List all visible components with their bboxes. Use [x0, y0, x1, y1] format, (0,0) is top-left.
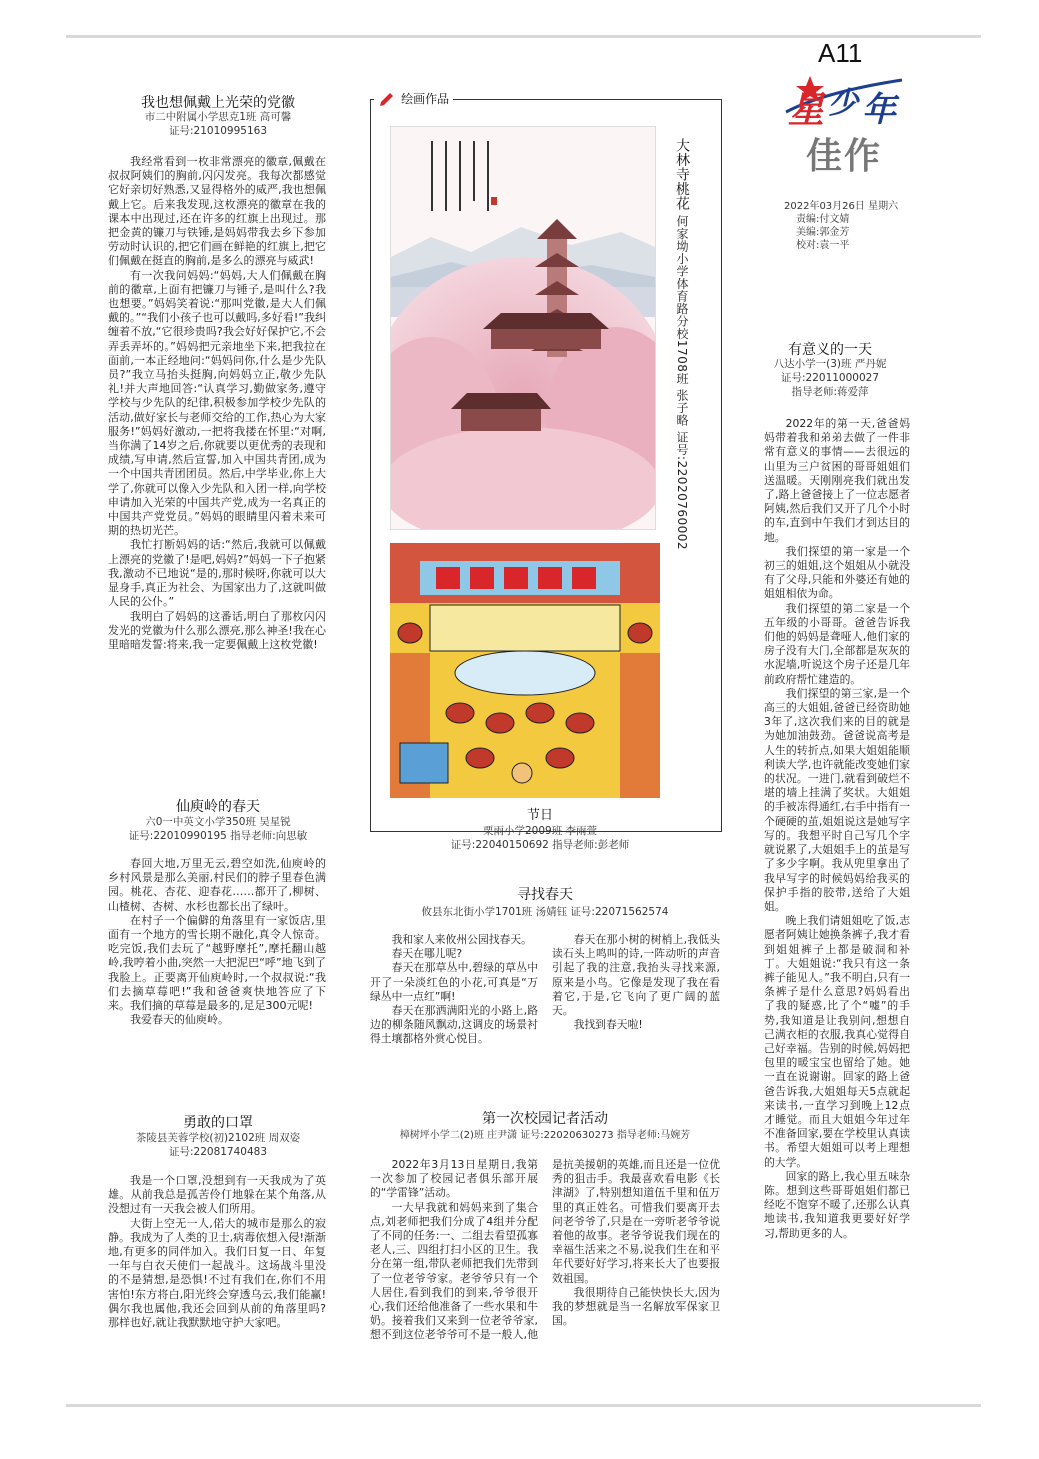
- article-mask-title: 勇敢的口罩: [183, 1115, 253, 1131]
- paragraph: 我们探望的第一家是一个初三的姐姐,这个姐姐从小就没有了父母,只能和外婆还有她的姐姐相依为命。: [764, 544, 910, 601]
- art-section-label: 绘画作品: [401, 92, 450, 106]
- painting-2-title: 节日: [526, 808, 553, 823]
- article-spring-body: [108, 857, 326, 1092]
- article-search-spring-author: 攸县东北街小学1701班 汤婧钰 证号:22071562574: [421, 906, 669, 918]
- paragraph: 2022年3月13日星期日,我第一次参加了校园记者俱乐部开展的“学雷锋”活动。: [370, 1158, 538, 1200]
- brand-char-3: 年: [862, 90, 896, 130]
- paragraph: 春天在那洒满阳光的小路上,路边的柳条随风飘动,这调皮的场景衬得土壤都格外赏心悦目。: [370, 1004, 538, 1046]
- paragraph: 在村子一个偏僻的角落里有一家饭店,里面有一个地方的雪长期不融化,真令人惊奇。吃完饭,我们去玩了“越野摩托”,摩托翻山越岭,我哼着小曲,突然一大把泥巴“呼”地飞到了我脸上。正要离开仙庾岭时,一个叔叔说:“我们去摘草莓吧!”我和爸爸爽快地答应了下来。我们摘的草莓是最多的,足足300元呢!: [108, 913, 326, 1013]
- paragraph: 大街上空无一人,偌大的城市是那么的寂静。我成为了人类的卫士,病毒依想入侵!渐渐地,有更多的同伴加入。我们日复一日、年复一年与白衣天使们一起战斗。这场战斗里没的不是猜想,是恐惧!不过有我们在,你们不用害怕!东方将白,阳光终会穿透乌云,我们能赢!偶尔我也属他,我还会回到从前的角落里吗?那样也好,就让我默默地守护大家吧。: [108, 1216, 326, 1330]
- painting-festival-art: [390, 543, 660, 798]
- page-number: A11: [818, 38, 863, 68]
- article-day-meta: [755, 357, 905, 399]
- article-day-author: 八达小学一(3)班 严丹妮: [773, 358, 887, 370]
- issue-info: [784, 200, 899, 252]
- bottom-rule: [66, 1404, 981, 1407]
- paragraph: 春回大地,万里无云,碧空如洗,仙庾岭的乡村风景是那么美丽,村民们的脖子里春色满园。桃花、杏花、迎春花……都开了,柳树、山楂树、杏树、水杉也都长出了绿叶。: [108, 857, 326, 913]
- article-day-title: 有意义的一天: [788, 342, 872, 358]
- painting-2-credit: [390, 824, 690, 852]
- designer-line: 美编:郭金芳: [796, 227, 850, 238]
- article-badge-title: 我也想佩戴上光荣的党徽: [141, 95, 295, 111]
- paragraph: 我们探望的第二家是一个五年级的小哥哥。爸爸告诉我们他的妈妈是聋哑人,他们家的房子没有大门,全部都是灰灰的水泥墙,听说这个房子还是几年前政府帮忙建造的。: [764, 601, 910, 686]
- paragraph: 一大早我就和妈妈来到了集合点,刘老师把我们分成了4组并分配了不同的任务:一、二组去看望孤寡老人,三、四组打扫小区的卫生。我分在第一组,带队老师把我们先带到了一位老爷爷家。老爷爷只有一个人居住,看到我们的到来,爷爷很开心,我们还给他准备了一些水果和牛奶。接着我们又来到一位老爷爷家,想不到这位老爷爷可不是一般人,他是抗美援朝的英雄,而且还是一位优秀的狙击手。我最喜欢看电影《长津湖》了,特别想知道伍千里和伍万里的真正姓名。可惜我们要离开去问老爷爷了,只是在一旁听老爷爷说着他的故事。老爷爷说我们现在的幸福生活来之不易,说我们生在和平年代要好好学习,将来长大了也要报效祖国。: [370, 1158, 720, 1342]
- painting-festival: [390, 543, 660, 798]
- painting-2-credit-1: 栗雨小学2009班 李雨萱: [482, 825, 598, 837]
- painting-1-credit: 何家坳小学体育路分校1708班 张子略 证号:22020760002: [675, 214, 689, 551]
- paragraph: 我们探望的第三家,是一个高三的大姐姐,爸爸已经资助她3年了,这次我们来的目的就是为她加油鼓劲。爸爸说高考是人生的转折点,如果大姐姐能顺利读大学,也许就能改变她们家的状况。一进门,就看到破烂不堪的墙上挂满了奖状。大姐姐的手被冻得通红,右手中指有一个硬硬的茧,姐姐说这是她写字写的。我想平时自己写几个字就说累了,大姐姐手上的茧是写了多少字啊。我从兜里拿出了我早写字的时候妈妈给我买的保护手指的胶带,送给了大姐姐。: [764, 686, 910, 913]
- article-reporter-title: 第一次校园记者活动: [482, 1111, 608, 1127]
- paragraph: 我明白了妈妈的这番话,明白了那枚闪闪发光的党徽为什么那么漂亮,那么神圣!我在心里暗暗发誓:将来,我一定要佩戴上这枚党徽!: [108, 609, 326, 651]
- article-spring-author: 六0一中英文小学350班 吴星锐: [145, 816, 291, 828]
- article-mask-author: 茶陵县芙蓉学校(初)2102班 周双姿: [135, 1132, 301, 1144]
- article-search-spring-body: [370, 933, 720, 1085]
- paragraph: 我忙打断妈妈的话:“然后,我就可以佩戴上漂亮的党徽了!是吧,妈妈?”妈妈一下子抱紧我,激动不已地说“是的,那时候呀,你就可以大显身手,真正为社会、为国家出力了,这就叫做人民的公仆。”: [108, 538, 326, 609]
- proofreader-line: 校对:袁一平: [796, 240, 850, 251]
- paragraph: 春天在那草丛中,碧绿的草丛中开了一朵淡红色的小花,可真是“万绿丛中一点红”啊!: [370, 961, 538, 1003]
- article-badge-id: 证号:21010995163: [168, 125, 268, 137]
- brand-char-1: 星: [788, 90, 825, 131]
- paragraph: 晚上我们请姐姐吃了饭,志愿者阿姨让她换条裤子,我才看到姐姐裤子上都是破洞和补丁。大姐姐说:“我只有这一条裤子能见人。”我不明白,只有一条裤子是什么意思?妈妈看出了我的疑惑,比了个“嘘”的手势,我知道是让我别问,想想自己满衣柜的衣服,我真心觉得自己好幸福。告别的时候,妈妈把包里的暖宝宝也留给了她。她一直在说谢谢。回家的路上爸爸告诉我,大姐姐每天5点就起来读书,一直学习到晚上12点才睡觉。而且大姐姐今年过年不准备回家,要在学校里认真读书。希望大姐姐可以考上理想的大学。: [764, 914, 910, 1169]
- brand-char-2: 少: [828, 86, 858, 121]
- painting-1-title: 大林寺桃花: [674, 138, 690, 211]
- article-day-id: 证号:22011000027: [780, 372, 880, 384]
- paragraph: 我爱春天的仙庾岭。: [130, 1013, 229, 1027]
- article-mask-meta: [98, 1131, 338, 1159]
- painting-peach-blossom-art: [391, 127, 655, 529]
- paragraph: 春天在那小树的树梢上,我低头读石头上鸣叫的诗,一阵动听的声音引起了我的注意,我抬头寻找来源,原来是小鸟。它像是发现了我在看着它,于是,它飞向了更广阔的蓝天。: [552, 933, 720, 1018]
- article-badge-meta: [98, 110, 338, 138]
- painting-1-caption: [672, 138, 692, 551]
- article-day-teacher: 指导老师:蒋爱萍: [791, 386, 869, 398]
- article-badge-author: 市二中附属小学思克1班 高可馨: [144, 111, 292, 123]
- paragraph: 我找到春天啦!: [573, 1018, 643, 1032]
- painting-peach-blossom: [390, 126, 656, 530]
- art-section-header: [374, 88, 453, 110]
- article-spring-id: 证号:22010990195 指导老师:向思敏: [128, 830, 308, 842]
- paragraph: 2022年的第一天,爸爸妈妈带着我和弟弟去做了一件非常有意义的事情——去很远的山里为三户贫困的哥哥姐姐们送温暖。天刚刚亮我们就出发了,路上爸爸接上了一位志愿者阿姨,然后我们又开了几个小时的车,直到中午我们才到达目的地。: [764, 417, 910, 544]
- paragraph: 我是一个口罩,没想到有一天我成为了英雄。从前我总是孤苦伶仃地躲在某个角落,从没想过有一天我会被人们所用。: [108, 1174, 326, 1216]
- paragraph: 我很期待自己能快快长大,因为我的梦想就是当一名解放军保家卫国。: [552, 1285, 720, 1328]
- article-spring-title: 仙庾岭的春天: [176, 799, 260, 815]
- column-name: 佳作: [806, 135, 883, 177]
- article-spring-meta: [98, 815, 338, 843]
- article-reporter-body: [370, 1158, 720, 1380]
- paragraph: 春天在哪儿呢?: [391, 947, 463, 961]
- article-reporter-author: 樟树坪小学二(2)班 庄尹潇 证号:22020630273 指导老师:马婉芳: [399, 1130, 691, 1141]
- pencil-icon: [378, 90, 396, 108]
- article-badge-body: [108, 155, 326, 785]
- paragraph: 我和家人来攸州公园找春天。: [391, 933, 532, 946]
- paragraph: 有一次我问妈妈:“妈妈,大人们佩戴在胸前的徽章,上面有把镰刀与锤子,是叫什么?我也想要。”妈妈笑着说:“那叫党徽,是大人们佩戴的。”“我们小孩子也可以戴吗,多好看!”我纠缠着不放,“它很珍贵吗?我会好好保护它,不会弄丢弄坏的。”妈妈把元亲地坐下来,把我拉在面前,一本正经地问:“妈妈问你,什么是少先队员?”我立马抬头挺胸,向妈妈立正,敬少先队礼!并大声地回答:“认真学习,勤做家务,遵守学校与少先队的纪律,积极参加学校少先队的活动,做好家长与老师交给的工作,热心为大家服务!”妈妈好激动,一把将我搂在怀里:“对啊,当你满了14岁之后,你就要以更优秀的表现和成绩,写申请,然后宣誓,加入中国共青团,成为一个中国共青团团员。然后,中学毕业,你上大学了,你就可以像入少先队和入团一样,向学校申请加入光荣的中国共产党,成为一名真正的中国共产党党员。”妈妈的眼睛里闪着未来可期的热切光芒。: [108, 268, 326, 538]
- article-mask-id: 证号:22081740483: [168, 1146, 268, 1158]
- editor-line: 责编:付文婧: [796, 214, 850, 225]
- article-day-body: [764, 417, 910, 1327]
- issue-date: 2022年03月26日 星期六: [784, 201, 899, 212]
- paragraph: 我经常看到一枚非常漂亮的徽章,佩戴在叔叔阿姨们的胸前,闪闪发亮。我每次都感觉它好亲切好熟悉,又显得格外的威严,我也想佩戴上它。后来我发现,这枚漂亮的徽章在我的课本中出现过,还在许多的红旗上出现过。那把金黄的镰刀与铁锤,是妈妈带我去乡下参加劳动时认识的,把它们画在鲜艳的红旗上,把它们佩戴在挺直的胸前,是多么的漂亮与威武!: [108, 155, 326, 268]
- painting-2-credit-2: 证号:22040150692 指导老师:彭老师: [450, 839, 630, 851]
- brand-logo: [784, 72, 904, 131]
- paragraph: 回家的路上,我心里五味杂陈。想到这些哥哥姐姐们都已经吃不饱穿不暖了,还那么认真地读书,我知道我更要好好学习,帮助更多的人。: [764, 1169, 910, 1240]
- article-mask-body: [108, 1174, 326, 1374]
- article-search-spring-title: 寻找春天: [517, 887, 573, 903]
